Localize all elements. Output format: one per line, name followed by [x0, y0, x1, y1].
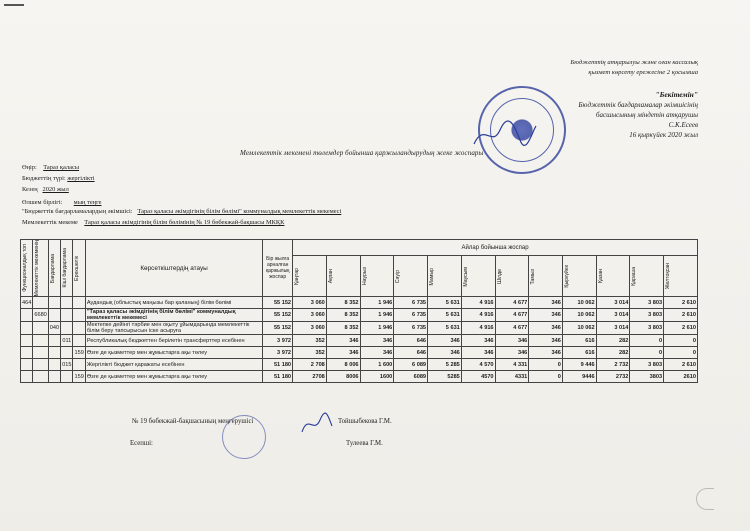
director-label: № 19 бөбекжай-бақшасының меңгерушісі — [132, 418, 254, 425]
cell-month-value: 1 946 — [360, 309, 394, 322]
cell-month-value: 616 — [562, 335, 596, 347]
cell-institution — [33, 322, 48, 335]
cell-month-value: 10 062 — [562, 322, 596, 335]
cell-month-value: 1600 — [360, 371, 394, 383]
unit-value: мың теңге — [73, 199, 102, 206]
cell-annual: 55 152 — [263, 322, 293, 335]
cell-month-value: 346 — [360, 335, 394, 347]
cell-month-value: 2732 — [596, 371, 630, 383]
approval-block — [548, 90, 698, 140]
cell-month-value: 10 062 — [562, 297, 596, 309]
cell-name: Мектепке дейінгі тәрбие мен оқыту ұйымдарында мемлекеттік білім беру тапсырысын іске асыруға — [85, 322, 262, 335]
cell-month-value: 616 — [562, 347, 596, 359]
cell-month-value: 9446 — [562, 371, 596, 383]
cell-func-group — [21, 347, 33, 359]
col-header-month: Қараша — [630, 256, 664, 297]
cell-month-value: 346 — [529, 297, 563, 309]
cell-month-value: 346 — [529, 347, 563, 359]
cell-month-value: 10 062 — [562, 309, 596, 322]
cell-program — [48, 347, 60, 359]
cell-month-value: 5 631 — [428, 297, 462, 309]
cell-month-value: 5 631 — [428, 322, 462, 335]
table-row — [21, 347, 698, 359]
accountant-label: Есепші: — [130, 440, 153, 447]
region-value: Тараз қаласы — [43, 164, 80, 171]
cell-specific: 159 — [73, 347, 85, 359]
col-header-month: Мамыр — [428, 256, 462, 297]
meta-institution — [22, 219, 284, 227]
cell-month-value: 1 600 — [360, 359, 394, 371]
cell-month-value: 4 916 — [461, 309, 495, 322]
cell-month-value: 352 — [293, 335, 327, 347]
cell-month-value: 3 803 — [630, 359, 664, 371]
cell-month-value: 282 — [596, 347, 630, 359]
cell-program — [48, 371, 60, 383]
cell-month-value: 4 331 — [495, 359, 529, 371]
cell-month-value: 352 — [293, 347, 327, 359]
cell-subprogram — [61, 297, 73, 309]
cell-month-value: 6 089 — [394, 359, 428, 371]
cell-subprogram: 011 — [61, 335, 73, 347]
cell-func-group — [21, 359, 33, 371]
cell-name: Өзге де қызметтер мен жұмыстарға ақы төлеу — [85, 347, 262, 359]
institution-value: Тараз қаласы әкімдігінің білім бөлімінің № 19 бөбекжай-бақшасы МКҚК — [84, 219, 285, 226]
cell-program — [48, 335, 60, 347]
cell-func-group — [21, 309, 33, 322]
cell-specific — [73, 335, 85, 347]
year-value: 2020 жыл — [42, 186, 69, 193]
cell-month-value: 5 631 — [428, 309, 462, 322]
cell-month-value: 6 735 — [394, 309, 428, 322]
cell-specific — [73, 359, 85, 371]
cell-month-value: 346 — [428, 347, 462, 359]
table-row — [21, 297, 698, 309]
cell-annual: 55 152 — [263, 309, 293, 322]
cell-month-value: 4 570 — [461, 359, 495, 371]
region-label: Өңір: — [22, 164, 37, 171]
cell-month-value: 2610 — [664, 371, 698, 383]
cell-month-value: 3 014 — [596, 309, 630, 322]
cell-program — [48, 297, 60, 309]
cell-func-group — [21, 335, 33, 347]
cell-subprogram — [61, 347, 73, 359]
cell-month-value: 346 — [529, 309, 563, 322]
cell-institution — [33, 359, 48, 371]
cell-month-value: 3 803 — [630, 322, 664, 335]
cell-subprogram — [61, 371, 73, 383]
approval-signature — [470, 118, 540, 152]
cell-month-value: 346 — [428, 335, 462, 347]
document-title: Мемлекеттік мекемені төлемдер бойынша қаржыландырудың жеке жоспары — [240, 149, 484, 157]
cell-institution — [33, 371, 48, 383]
cell-month-value: 2 610 — [664, 322, 698, 335]
cell-month-value: 1 946 — [360, 297, 394, 309]
cell-annual: 51 180 — [263, 359, 293, 371]
meta-budget-type — [22, 175, 95, 183]
cell-program — [48, 309, 60, 322]
approval-heading: "Бекітемін" — [655, 90, 698, 99]
cell-name: Өзге де қызметтер мен жұмыстарға ақы төлеу — [85, 371, 262, 383]
table-body — [21, 297, 698, 383]
cell-month-value: 2 732 — [596, 359, 630, 371]
cell-month-value: 3 014 — [596, 297, 630, 309]
meta-region — [22, 164, 79, 172]
cell-month-value: 1 946 — [360, 322, 394, 335]
cell-month-value: 346 — [495, 347, 529, 359]
cell-month-value: 2 610 — [664, 359, 698, 371]
director-name: Тойшыбекова Г.М. — [338, 418, 392, 425]
cell-specific — [73, 309, 85, 322]
approval-line-2: басшысының міндетін атқарушы — [595, 111, 698, 119]
approval-line-1: Бюджеттік бағдарламалар әкімшісінің — [578, 101, 698, 109]
table-row — [21, 359, 698, 371]
cell-month-value: 2 708 — [293, 359, 327, 371]
cell-institution — [33, 297, 48, 309]
cell-month-value: 8006 — [326, 371, 360, 383]
cell-month-value: 4 916 — [461, 322, 495, 335]
cell-month-value: 8 352 — [326, 322, 360, 335]
cell-month-value: 6 735 — [394, 322, 428, 335]
cell-month-value: 8 006 — [326, 359, 360, 371]
approval-date: 16 қыркүйек 2020 жыл — [629, 131, 698, 139]
cell-month-value: 2708 — [293, 371, 327, 383]
cell-name: "Тараз қаласы әкімдігінің білім бөлімі" коммуналдық мемлекеттік мекемесі — [85, 309, 262, 322]
cell-institution — [33, 347, 48, 359]
col-header-month: Сәуір — [394, 256, 428, 297]
col-header-month: Наурыз — [360, 256, 394, 297]
cell-month-value: 0 — [529, 371, 563, 383]
cell-month-value: 6089 — [394, 371, 428, 383]
unit-label: Өлшем бірлігі: — [22, 199, 63, 206]
cell-month-value: 346 — [461, 347, 495, 359]
cell-month-value: 5285 — [428, 371, 462, 383]
meta-year — [22, 186, 69, 194]
cell-month-value: 3 803 — [630, 297, 664, 309]
institution-label: Мемлекеттік мекеме — [22, 219, 78, 226]
cell-program — [48, 359, 60, 371]
col-header-month: Ақпан — [326, 256, 360, 297]
year-label: Кезең — [22, 186, 38, 193]
cell-month-value: 346 — [495, 335, 529, 347]
cell-month-value: 8 352 — [326, 297, 360, 309]
cell-specific: 159 — [73, 371, 85, 383]
col-header-institution: Мемлекеттік мекеменің — [33, 240, 48, 297]
col-header-name: Көрсеткіштердің атауы — [85, 240, 262, 297]
cell-month-value: 0 — [664, 347, 698, 359]
cell-month-value: 4 916 — [461, 297, 495, 309]
regulation-line-2: қызмет көрсету ережесіне 2 қосымша — [588, 69, 698, 76]
cell-month-value: 4 677 — [495, 297, 529, 309]
cell-annual: 3 972 — [263, 347, 293, 359]
cell-annual: 51 180 — [263, 371, 293, 383]
cell-month-value: 3 060 — [293, 309, 327, 322]
col-header-month: Қазан — [596, 256, 630, 297]
col-header-subprogram: Кіші бағдарлама — [61, 240, 73, 297]
cell-name: Жергілікті бюджет қаражаты есебінен — [85, 359, 262, 371]
cell-institution: 6680 — [33, 309, 48, 322]
cell-func-group — [21, 322, 33, 335]
cell-month-value: 346 — [326, 335, 360, 347]
cell-func-group — [21, 371, 33, 383]
col-header-annual: Бір жылға арналған қаржылық жоспар — [263, 240, 293, 297]
cell-month-value: 2 610 — [664, 297, 698, 309]
col-header-month: Желтоқсан — [664, 256, 698, 297]
cell-specific — [73, 322, 85, 335]
cell-month-value: 4 677 — [495, 309, 529, 322]
cell-annual: 3 972 — [263, 335, 293, 347]
meta-admin — [22, 208, 341, 216]
cell-month-value: 0 — [529, 359, 563, 371]
col-header-specific: Ерекшелік — [73, 240, 85, 297]
cell-month-value: 3 060 — [293, 297, 327, 309]
cell-month-value: 8 352 — [326, 309, 360, 322]
accountant-name: Тулеева Г.М. — [346, 440, 383, 447]
cell-month-value: 4570 — [461, 371, 495, 383]
cell-month-value: 5 285 — [428, 359, 462, 371]
cell-month-value: 646 — [394, 347, 428, 359]
col-header-monthly: Айлар бойынша жоспар — [293, 240, 698, 256]
cell-month-value: 282 — [596, 335, 630, 347]
cell-name: Республикалық бюджеттен берілетін трансферттер есебінен — [85, 335, 262, 347]
cell-institution — [33, 335, 48, 347]
cell-subprogram — [61, 309, 73, 322]
col-header-month: Тамыз — [529, 256, 563, 297]
cell-specific — [73, 297, 85, 309]
cell-month-value: 9 446 — [562, 359, 596, 371]
cell-month-value: 4331 — [495, 371, 529, 383]
corner-mark — [4, 4, 24, 6]
cell-month-value: 346 — [529, 322, 563, 335]
cell-month-value: 3 060 — [293, 322, 327, 335]
budget-type-label: Бюджеттің түрі: — [22, 175, 66, 182]
margin-mark — [696, 488, 714, 510]
cell-name: Аудандық (облыстық маңызы бар қаланың) білім бөлімі — [85, 297, 262, 309]
cell-month-value: 0 — [630, 347, 664, 359]
cell-month-value: 346 — [360, 347, 394, 359]
table-row — [21, 371, 698, 383]
table-header-row-1 — [21, 240, 698, 256]
cell-func-group: 464 — [21, 297, 33, 309]
cell-month-value: 346 — [529, 335, 563, 347]
cell-month-value: 3 803 — [630, 309, 664, 322]
cell-month-value: 3 014 — [596, 322, 630, 335]
col-header-month: Маусым — [461, 256, 495, 297]
cell-month-value: 4 677 — [495, 322, 529, 335]
cell-month-value: 0 — [630, 335, 664, 347]
budget-type-value: жергілікті — [67, 175, 95, 182]
col-header-func-group: Функционалдық топ — [21, 240, 33, 297]
table-row — [21, 335, 698, 347]
plan-table — [20, 239, 698, 383]
cell-program: 040 — [48, 322, 60, 335]
approval-name: С.К.Есеев — [668, 121, 698, 129]
cell-month-value: 646 — [394, 335, 428, 347]
cell-subprogram: 015 — [61, 359, 73, 371]
col-header-month: Қаңтар — [293, 256, 327, 297]
admin-value: Тараз қаласы әкімдігінің білім бөлімі" коммуналдық мемлекеттік мекемесі — [137, 208, 342, 215]
col-header-program: Бағдарлама — [48, 240, 60, 297]
table-row — [21, 309, 698, 322]
cell-month-value: 3803 — [630, 371, 664, 383]
cell-month-value: 0 — [664, 335, 698, 347]
col-header-month: Қыркүйек — [562, 256, 596, 297]
cell-annual: 55 152 — [263, 297, 293, 309]
director-signature — [300, 412, 334, 436]
cell-month-value: 346 — [461, 335, 495, 347]
regulation-line-1: Бюджеттің атқарылуы және оған кассалық — [570, 59, 698, 66]
cell-subprogram — [61, 322, 73, 335]
cell-month-value: 2 610 — [664, 309, 698, 322]
table-row — [21, 322, 698, 335]
admin-label: "Бюджеттік бағдарламалардың әкімшісі: — [22, 208, 133, 215]
meta-unit — [22, 199, 101, 207]
col-header-month: Шілде — [495, 256, 529, 297]
cell-month-value: 346 — [326, 347, 360, 359]
cell-month-value: 6 735 — [394, 297, 428, 309]
